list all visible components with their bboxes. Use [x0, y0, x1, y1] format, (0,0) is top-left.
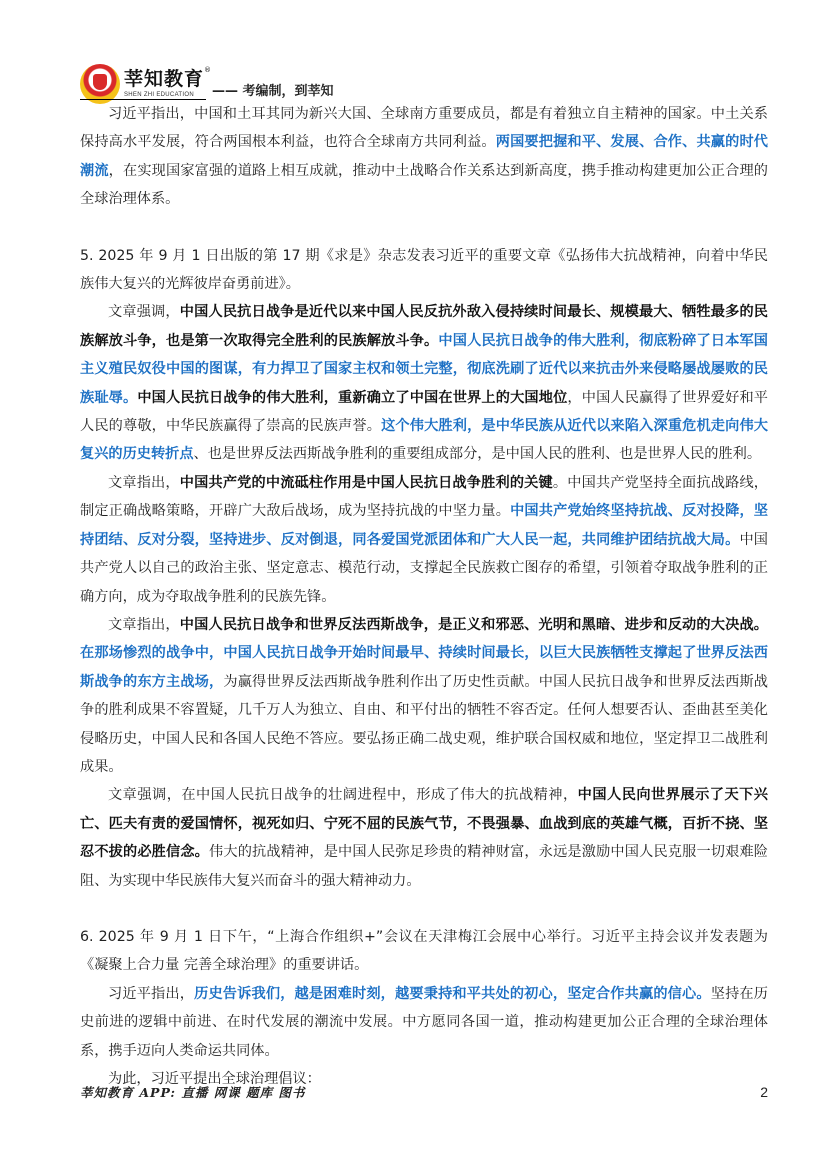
paragraph	[80, 611, 768, 781]
paragraph	[80, 923, 768, 980]
paragraph	[80, 781, 768, 895]
body-text: 习近平指出，中国和土耳其同为新兴大国、全球南方重要成员，都是有着独立自主精神的国家。中土关系保持高水平发展，符合两国根本利益，也符合全球南方共同利益。	[80, 106, 768, 151]
brand-logo-text	[124, 66, 213, 98]
paragraph	[80, 242, 768, 299]
paragraph	[80, 469, 768, 611]
body-text: 文章指出，	[108, 616, 180, 633]
body-text: 中国共产党人以自己的政治主张、坚定意志、模范行动，支撑起全民族救亡图存的希望，引领着夺取战争胜利的正确方向，成为夺取战争胜利的民族先锋。	[80, 531, 768, 605]
paragraph-gap	[80, 214, 768, 242]
brand-name-en: SHEN ZHI EDUCATION	[124, 92, 194, 98]
paragraph	[80, 100, 768, 214]
page-number: 2	[760, 1084, 768, 1100]
body-text: 伟大的抗战精神，是中国人民弥足珍贵的精神财富，永远是激励中国人民克服一切艰难险阻、为实现中华民族伟大复兴而奋斗的强大精神动力。	[80, 844, 768, 889]
page-header	[80, 64, 334, 104]
body-text: 文章强调，在中国人民抗日战争的壮阔进程中，形成了伟大的抗战精神，	[108, 787, 578, 804]
highlight-text: 这个伟大胜利，是中华民族从近代以来陷入深重危机走向伟大复兴的历史转折点	[80, 418, 768, 463]
highlight-text: 两国要把握和平、发展、合作、共赢的时代潮流	[80, 134, 768, 179]
body-text: 坚持在历史前进的逻辑中前进、在时代发展的潮流中发展。中方愿同各国一道，推动构建更加公正合理的全球治理体系，携手迈向人类命运共同体。	[80, 985, 768, 1059]
highlight-text: 中国共产党始终坚持抗战、反对投降，坚持团结、反对分裂，坚持进步、反对倒退，同各爱国党派团体和广大人民一起，共同维护团结抗战大局。	[80, 503, 768, 548]
document-body	[80, 100, 768, 1093]
body-text: 5. 2025 年 9 月 1 日出版的第 17 期《求是》杂志发表习近平的重要文章《弘扬伟大抗战精神，向着中华民族伟大复兴的光辉彼岸奋勇前进》。	[80, 247, 768, 293]
paragraph	[80, 298, 768, 468]
header-slogan: —— 考编制，到莘知	[212, 83, 334, 99]
body-text: 文章强调，	[108, 304, 180, 321]
bold-text: 中国人民抗日战争和世界反法西斯战争，是正义和邪恶、光明和黑暗、进步和反动的大决战。	[179, 616, 768, 633]
highlight-text: 历史告诉我们，越是困难时刻，越要秉持和平共处的初心，坚定合作共赢的信心。	[194, 985, 711, 1002]
paragraph-gap	[80, 895, 768, 923]
body-text: ，中国人民赢得了世界爱好和平人民的尊敬，中华民族赢得了崇高的民族声誉。	[80, 389, 768, 435]
page-footer	[80, 1083, 768, 1101]
registered-mark: ®	[204, 66, 213, 74]
body-text: ，在实现国家富强的道路上相互成就，推动中土战略合作关系达到新高度，携手推动构建更加公正合理的全球治理体系。	[80, 162, 768, 208]
brand-logo-icon	[80, 64, 120, 104]
body-text: 为此，习近平提出全球治理倡议：	[108, 1071, 321, 1087]
body-text: 、也是世界反法西斯战争胜利的重要组成部分，是中国人民的胜利、也是世界人民的胜利。	[193, 446, 762, 463]
bold-text: 中国人民抗日战争是近代以来中国人民反抗外敌入侵持续时间最长、规模最大、牺牲最多的民族解放斗争，也是第一次取得完全胜利的民族解放斗争。	[80, 304, 768, 349]
body-text: 。中国共产党坚持全面抗战路线，制定正确战略策略，开辟广大敌后战场，成为坚持抗战的中坚力量。	[80, 474, 768, 520]
brand-name-cn: 莘知教育	[124, 68, 205, 90]
highlight-text: 在那场惨烈的战争中，中国人民抗日战争开始时间最早、持续时间最长，以巨大民族牺牲支撑起了世界反法西斯战争的东方主战场，	[80, 645, 768, 690]
highlight-text: 中国人民抗日战争的伟大胜利，彻底粉碎了日本军国主义殖民奴役中国的图谋，有力捍卫了国家主权和领土完整，彻底洗刷了近代以来抗击外来侵略屡战屡败的民族耻辱。	[80, 332, 768, 406]
footer-app-text: 莘知教育 APP: 直播 网课 题库 图书	[80, 1085, 306, 1100]
body-text: 6. 2025 年 9 月 1 日下午，“上海合作组织+”会议在天津梅江会展中心举行。习近平主持会议并发表题为《凝聚上合力量 完善全球治理》的重要讲话。	[80, 928, 768, 974]
bold-text: 中国人民向世界展示了天下兴亡、匹夫有责的爱国情怀，视死如归、宁死不屈的民族气节，不畏强暴、血战到底的英雄气概，百折不挠、坚忍不拔的必胜信念。	[80, 787, 768, 861]
body-text: 为赢得世界反法西斯战争胜利作出了历史性贡献。中国人民抗日战争和世界反法西斯战争的胜利成果不容置疑，几千万人为独立、自由、和平付出的牺牲不容否定。任何人想要否认、歪曲甚至美化侵略历史，中国人民和各国人民绝不答应。要弘扬正确二战史观，维护联合国权威和地位，坚定捍卫二战胜利成果。	[80, 673, 768, 775]
bold-text: 中国人民抗日战争的伟大胜利，重新确立了中国在世界上的大国地位	[137, 389, 568, 406]
bold-text: 中国共产党的中流砥柱作用是中国人民抗日战争胜利的关键	[179, 474, 553, 491]
body-text: 文章指出，	[108, 474, 180, 491]
paragraph	[80, 980, 768, 1065]
body-text: 习近平指出，	[108, 985, 195, 1002]
